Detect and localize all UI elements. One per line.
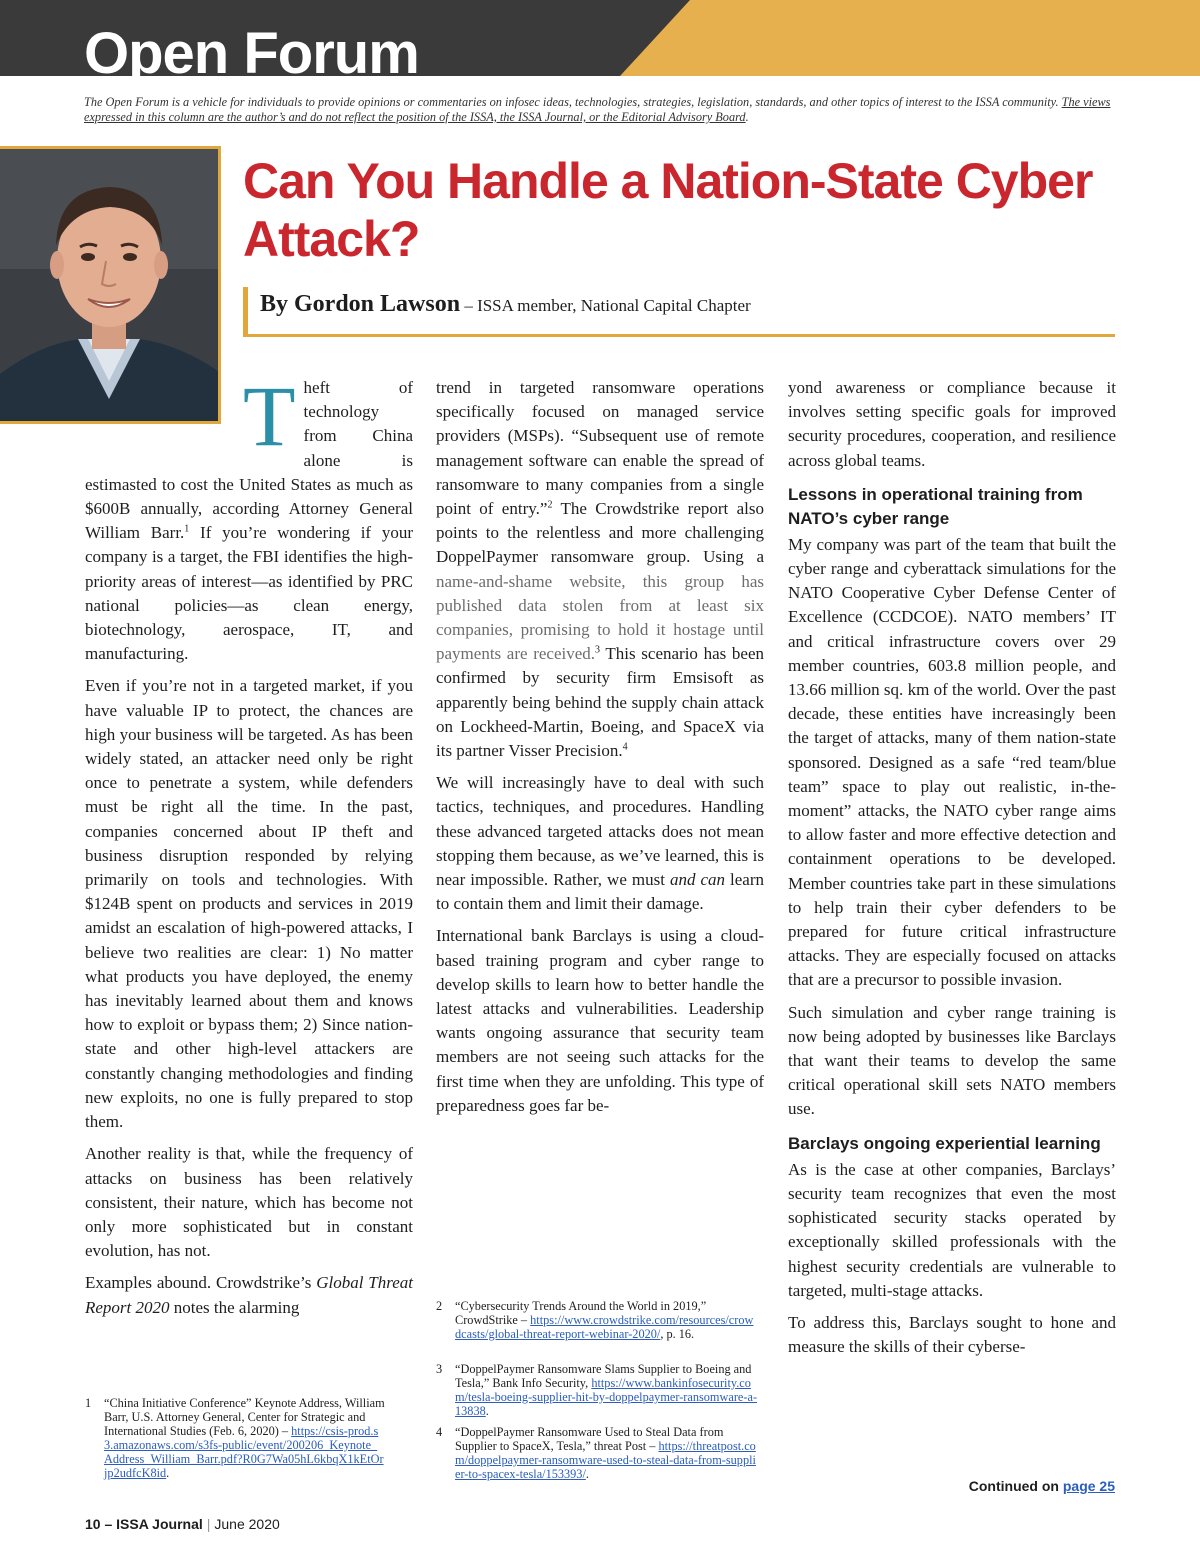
footnote-4: 4 “DoppelPaymer Ransomware Used to Steal Data from Supplier to SpaceX, Tesla,” threat Post – https://threatpost.com/doppelpaymer-ransomware-used-to-steal-data-from-supplier-to-spacex-tesla/153393/. [436,1425,756,1481]
footnote-2: 2 “Cybersecurity Trends Around the World in 2019,” CrowdStrike – https://www.crowdstrike.com/resources/crowdcasts/global-threat-report-webinar-2020/, p. 16. [436,1299,754,1341]
col3-paragraph-4: As is the case at other companies, Barclays’ security team recognizes that even the most sophisticated security stacks operated by exceptionally skilled professionals with the highest security credentials are vulnerable to targeted, multi-stage attacks. [788,1159,1116,1300]
col1-paragraph-3: Another reality is that, while the frequency of attacks on business has been relatively consistent, their nature, which has become not only more sophisticated but in constant evolution, has not. [85,1144,413,1261]
section-title: Open Forum [84,21,419,86]
author-name: By Gordon Lawson [260,291,461,317]
col3-paragraph-2: My company was part of the team that built the cyber range and cyberattack simulations for the NATO Cooperative Cyber Defense Center of Excellence (CCDCOE). NATO members’ IT and critical infrastructure covers over 29 member countries, 603.8 million people, and 13.66 million sq. km of the world. Over the past decade, these entities have increasingly been the target of attacks, many of them nation-state sponsored. Designed as a safe “red team/blue team” space to play out realistic, in-the-moment” attacks, the NATO cyber range aims to allow faster and more effective detection and containment operations to be developed. Member countries take part in these simulations to help train their cyber defenders to be prepared for future critical infrastructure attacks. They are especially focused on attacks that are a precursor to possible invasion. [788,534,1116,990]
col1-paragraph-1: Theft of technology from China alone is estimasted to cost the United States as much as $600B annually, according Attorney General William Barr.$^1$ If you’re wondering if your company is a target, the FBI identifies the high-priority areas of interest—as identified by PRC national policies—as clean energy, biotechnology, aerospace, IT, and manufacturing. [85,368,413,664]
subhead-barclays-learning: Barclays ongoing experiential learning [788,1133,1101,1153]
column-3 [788,376,1116,1367]
footnote-ref-4[interactable]: 4 [622,741,628,753]
footnote-3-link[interactable]: https://www.bankinfosecurity.com/tesla-boeing-supplier-hit-by-doppelpaymer-ransomware-a-13838 [455,1376,758,1418]
page-footer: 10 – ISSA Journal | June 2020 [85,1516,280,1532]
col2-paragraph-3: International bank Barclays is using a cloud-based training program and cyber range to develop skills to learn how to better handle the latest attacks and vulnerabilities. Leadership wants ongoing assurance that security team members are not seeing such attacks for the first time when they are unfolding. This type of preparedness goes far be- [436,926,764,1115]
col1-paragraph-4: Examples abound. Crowdstrike’s Global Threat Report 2020 notes the alarming [85,1273,414,1317]
footnote-ref-1[interactable]: 1 [184,523,190,535]
disclaimer-end: . [745,110,749,124]
subhead-nato-cyber-range: Lessons in operational training from NATO’s cyber range [788,484,1083,528]
footnote-4-link[interactable]: https://threatpost.com/doppelpaymer-ransomware-used-to-steal-data-from-supplier-to-spacex-tesla/153393/ [455,1439,756,1481]
col3-paragraph-3: Such simulation and cyber range training is now being adopted by businesses like Barclays that want their teams to develop the same critical operational skill sets NATO members use. [788,1002,1116,1119]
column-1 [85,368,414,1328]
footnote-1: 1 “China Initiative Conference” Keynote Address, William Barr, U.S. Attorney General, Center for Strategic and International Studies (Feb. 6, 2020) – https://csis-prod.s3.amazonaws.com/s3fs-public/event/200206_Keynote_Address_William_Barr.pdf?R0G7Wa05hL6kbqX1kEtOrjp2udfcK8id. [85,1396,385,1480]
footer-page-journal: 10 – ISSA Journal [85,1516,203,1532]
footnote-1-link[interactable]: https://csis-prod.s3.amazonaws.com/s3fs-public/event/200206_Keynote_Address_William_Barr.pdf?R0G7Wa05hL6kbqX1kEtOrjp2udfcK8id [104,1424,384,1480]
col2-paragraph-1: trend in targeted ransomware operations specifically focused on managed service providers (MSPs). “Subsequent use of remote management software can enable the spread of ransomware to many companies from a single point of entry.”$^2$ The Crowdstrike report also points to the relentless and more challenging DoppelPaymer ransomware group. Using a name-and-shame website, this group has published data stolen from at least six companies, promising to hold it hostage until payments are received.$^3$ This scenario has been confirmed by security firm Emsisoft as apparently being behind the supply chain attack on Lockheed-Martin, Boeing, and SpaceX via its partner Visser Precision.$^4$ [436,378,764,761]
continued-page-link[interactable]: page 25 [1062,1478,1115,1494]
name-and-shame-link[interactable]: name-and-shame website, this group has published data stolen from at least six companies, promising to hold it hostage until payments are received. [436,571,764,664]
author-affiliation: – ISSA member, National Capital Chapter [460,296,751,315]
footnote-2-link[interactable]: https://www.crowdstrike.com/resources/crowdcasts/global-threat-report-webinar-2020/ [455,1313,754,1341]
col3-paragraph-5: To address this, Barclays sought to hone and measure the skills of their cyberse- [788,1312,1116,1357]
col3-paragraph-1: yond awareness or compliance because it involves setting specific goals for improved security procedures, cooperation, and resilience across global teams. [788,378,1116,470]
continued-notice: Continued on page 25 [968,1478,1115,1494]
footnote-ref-3[interactable]: 3 [595,644,601,656]
footer-date: June 2020 [214,1516,280,1532]
footnote-3: 3 “DoppelPaymer Ransomware Slams Supplier to Boeing and Tesla,” Bank Info Security, https://www.bankinfosecurity.com/tesla-boeing-supplier-hit-by-doppelpaymer-ransomware-a-13838. [436,1362,758,1418]
footnote-ref-2[interactable]: 2 [547,499,553,511]
col2-paragraph-2: We will increasingly have to deal with such tactics, techniques, and procedures. Handling these advanced targeted attacks does not mean stopping them because, as we’ve learned, this is near impossible. Rather, we must and can learn to contain them and limit their damage. [436,773,764,914]
disclaimer-lead: The Open Forum is a vehicle for individuals to provide opinions or commentaries on infosec ideas, technologies, strategies, legislation, standards, and other topics of interest to the ISSA community. [84,95,1062,109]
open-forum-disclaimer [84,95,1114,125]
disclaimer-underlined: The views expressed in this column are the author’s and do not reflect the position of the ISSA, the ISSA Journal, or the Editorial Advisory Board [84,95,1111,124]
col1-paragraph-2: Even if you’re not in a targeted market, if you have valuable IP to protect, the chances are high your business will be targeted. As has been widely stated, an attacker need only be right once to penetrate a system, while defenders must be right all the time. In the past, companies concerned about IP theft and business disruption responded by relying primarily on tools and technologies. With $124B spent on products and services in 2019 amidst an escalation of high-powered attacks, I believe two realities are clear: 1) No matter what products you have deployed, the enemy has inevitably learned about them and knows how to exploit or bypass them; 2) Since nation-state and other high-level attackers are constantly changing methodologies and finding new exploits, no one is fully prepared to stop them. [85,676,413,1132]
column-2 [436,376,764,1126]
article-title: Can You Handle a Nation-State Cyber Attack? [243,153,1093,267]
drop-cap: T [243,368,296,464]
byline [243,287,1115,337]
